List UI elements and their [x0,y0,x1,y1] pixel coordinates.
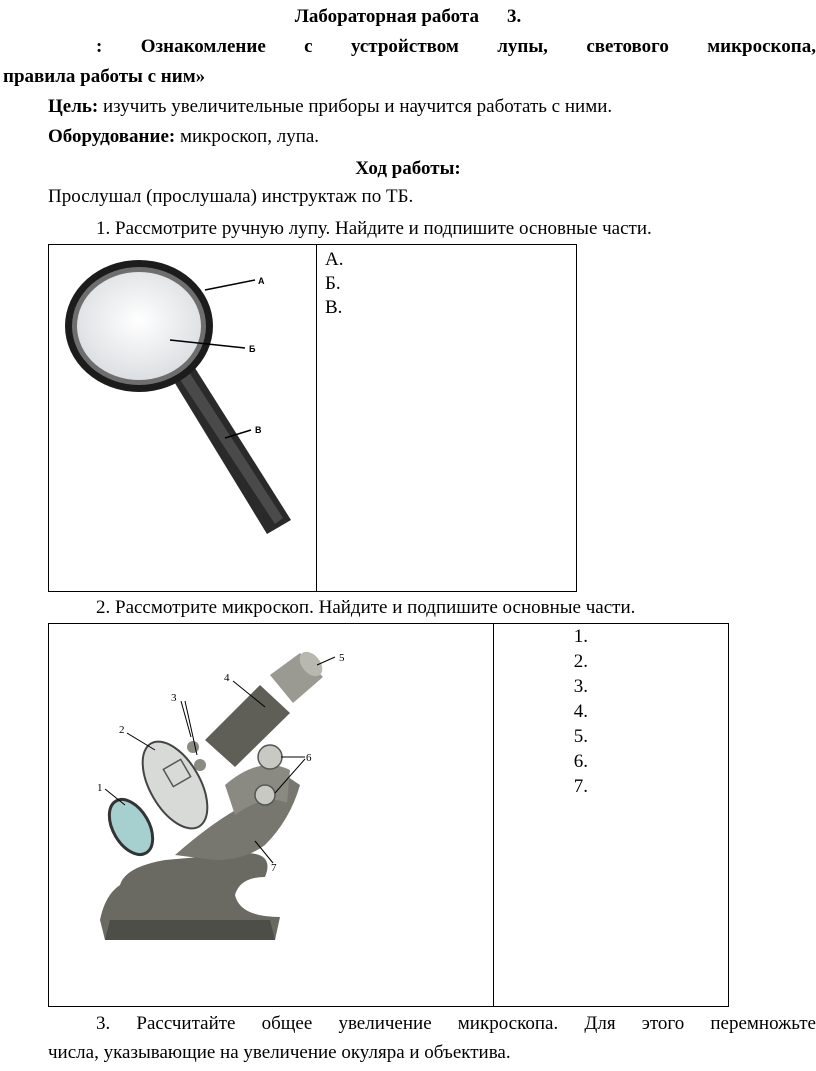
task3-line-1 [96,1013,816,1035]
task3-word: общее [261,1013,313,1034]
magnifier-label-a: А [258,276,265,286]
answer-5: 5. [573,726,588,747]
title-number: 3. [507,6,522,27]
microscope-label-1: 1 [97,782,103,794]
answer-7: 7. [573,776,588,797]
microscope-image [95,645,365,945]
task3-word: 3. [96,1013,111,1034]
briefing-text: Прослушал (прослушала) инструктаж по ТБ. [48,186,414,207]
topic-word: лупы, [497,36,548,57]
answer-3: 3. [573,676,588,697]
task2-text: 2. Рассмотрите микроскоп. Найдите и подпишите основные части. [96,597,636,618]
equipment [48,126,319,148]
magnifier-label-b: Б [249,344,256,354]
topic-word: светового [586,36,669,57]
goal-text: изучить увеличительные приборы и научится работать с ними. [98,96,613,117]
microscope-label-7: 7 [271,862,277,874]
answer-6: 6. [573,751,588,772]
answer-4: 4. [573,701,588,722]
task3-word: Для [584,1013,616,1034]
task3-word: увеличение [338,1013,432,1034]
answer-a: А. [325,249,344,270]
task3-line-2: числа, указывающие на увеличение окуляра и объектива. [48,1042,511,1063]
equipment-label: Оборудование: [48,126,176,147]
answer-2: 2. [573,651,588,672]
task1-answers [325,248,343,320]
magnifier-rim [65,260,213,392]
magnifier-image [55,250,310,540]
task3-word: Рассчитайте [136,1013,236,1034]
magnifier-handle [173,368,291,534]
microscope-mirror [100,792,161,862]
topic-word: устройством [350,36,459,57]
goal [48,96,612,118]
microscope-label-6: 6 [306,752,312,764]
task3-word: перемножьте [710,1013,816,1034]
topic-word: с [304,36,313,57]
task3-word: этого [641,1013,685,1034]
goal-label: Цель: [48,96,99,117]
topic-word: : [96,36,103,57]
page-title [0,6,816,28]
microscope-label-5: 5 [339,652,345,664]
answer-c: В. [325,297,343,318]
topic-line-1 [0,36,816,58]
task1-text: 1. Рассмотрите ручную лупу. Найдите и подпишите основные части. [96,218,652,239]
topic-word: Ознакомление [140,36,266,57]
topic-word: микроскопа, [707,36,816,57]
topic-line-2: правила работы с ним» [3,66,206,87]
microscope-label-3: 3 [171,692,177,704]
magnifier-label-c: В [255,425,262,435]
task1-divider [316,244,317,592]
equipment-text: микроскоп, лупа. [175,126,320,147]
microscope-label-4: 4 [224,672,230,684]
task3-word: микроскопа. [457,1013,559,1034]
task2-divider [493,623,494,1007]
answer-b: Б. [325,273,341,294]
answer-1: 1. [573,626,588,647]
title-text: Лабораторная работа [294,6,479,27]
progress-heading: Ход работы: [355,158,461,179]
task2-answers [558,624,588,799]
microscope-label-2: 2 [119,724,125,736]
microscope-base [100,853,280,940]
